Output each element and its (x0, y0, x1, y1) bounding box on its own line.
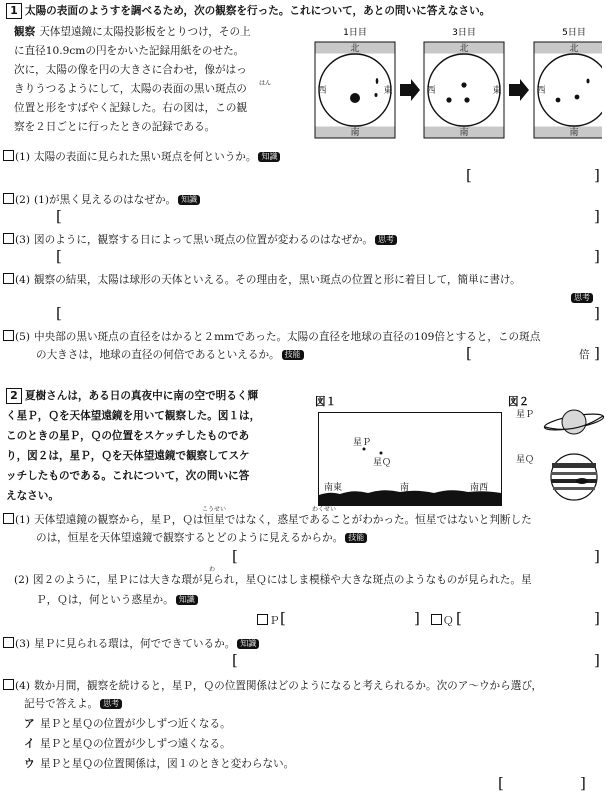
check-box[interactable] (3, 679, 14, 690)
svg-text:南: 南 (350, 128, 360, 138)
tag-thinking: 思考 (571, 293, 593, 303)
option-u: ウ 星Ｐと星Ｑの位置関係は，図１のときと変わらない。 (24, 758, 295, 770)
s2-question-1: (1) 天体望遠鏡の観察から，星Ｐ，Ｑは恒星ではなく，惑星であることがわかった。恒星ではないと判断した (3, 512, 606, 528)
check-box[interactable] (3, 637, 14, 648)
answer-field-s1-q3[interactable] (64, 249, 592, 267)
tag-thinking: 思考 (375, 235, 397, 245)
jupiter-icon (551, 454, 597, 500)
observation-text: 観察 天体望遠鏡に太陽投影板をとりつけ，その上 に直径10.9cmの円をかいた記録用紙をのせた。 次に，太陽の像を円の大きさに合わせ，像がはっ きりうつるようにして，太陽の表面の黒い斑点の 位置と形をすばやく記録した。右の図は，この観 察を２日ごとに行ったときの記録である。 (14, 26, 251, 133)
section-number: 2 (6, 388, 22, 404)
answer-bracket-open: [ (232, 651, 238, 669)
svg-text:東: 東 (492, 86, 502, 96)
sunspot (556, 98, 561, 103)
svg-text:西: 西 (536, 86, 546, 96)
answer-bracket-close: ] (594, 344, 600, 362)
check-box[interactable] (431, 614, 442, 625)
ruby-wakusei: わくせい (312, 506, 337, 513)
sunspot (464, 97, 469, 102)
tag-knowledge: 知識 (258, 152, 280, 162)
ruby-kousei: こうせい (202, 506, 227, 513)
answer-bracket-open: [ (56, 247, 62, 265)
answer-field-s2-q2-q[interactable] (464, 611, 592, 629)
sunspot-figure (312, 24, 602, 142)
answer-bracket-close: ] (594, 651, 600, 669)
answer-bracket-close: ] (414, 609, 420, 627)
svg-text:北: 北 (459, 44, 469, 54)
answer-q-label: Ｑ (431, 613, 454, 629)
answer-p-label: Ｐ (257, 613, 280, 629)
observation-label: 観察 (14, 26, 36, 38)
sun-day3 (428, 54, 500, 126)
s2-question-4: (4) 数か月間，観察を続けると，星Ｐ，Ｑの位置関係はどのようになると考えられるか。次のア〜ウから選び， (3, 678, 606, 694)
answer-bracket-open: [ (56, 304, 62, 322)
check-box[interactable] (3, 513, 14, 524)
ruby-han: はん (259, 80, 272, 87)
day5-label: 5日目 (562, 28, 586, 38)
check-box[interactable] (3, 193, 14, 204)
horizon-se: 南東 (324, 483, 343, 493)
arrow-right-icon (400, 79, 420, 101)
sunspot (376, 78, 379, 84)
sun-day5 (538, 54, 602, 126)
fig2-star-q-label: 星Ｑ (516, 455, 535, 465)
answer-bracket-open: [ (498, 774, 504, 792)
answer-bracket-close: ] (594, 304, 600, 322)
star-q-label: 星Ｑ (373, 458, 392, 468)
svg-text:南: 南 (569, 128, 579, 138)
answer-bracket-open: [ (56, 207, 62, 225)
tag-knowledge: 知識 (178, 195, 200, 205)
answer-field-s1-q4[interactable] (64, 306, 592, 324)
svg-text:北: 北 (569, 44, 579, 54)
answer-bracket-open: [ (232, 547, 238, 565)
option-a: ア 星Ｐと星Ｑの位置が少しずつ近くなる。 (24, 718, 231, 730)
sunspot (446, 97, 451, 102)
answer-bracket-close: ] (594, 247, 600, 265)
tag-skill: 技能 (345, 533, 367, 543)
sunspot (350, 93, 360, 103)
answer-field-s1-q1[interactable] (474, 168, 592, 186)
section2-heading: 2 夏樹さんは，ある日の真夜中に南の空で明るく輝 く星Ｐ，Ｑを天体望遠鏡を用いて観察した。図１は， このときの星Ｐ，Ｑの位置をスケッチしたものであ り，図２は，星Ｐ，Ｑを天体望遠鏡で観察してスケ ッチしたものである。これについて，次の問いに答 えなさい。 (6, 389, 261, 502)
unit-label: 倍 (579, 349, 590, 361)
star-p-label: 星Ｐ (353, 438, 372, 448)
svg-text:北: 北 (350, 44, 360, 54)
answer-bracket-close: ] (580, 774, 586, 792)
day1-label: 1日目 (343, 28, 367, 38)
option-i: イ 星Ｐと星Ｑの位置が少しずつ遠くなる。 (24, 738, 231, 750)
ruby-wa: わ (209, 566, 216, 573)
s1-question-4: (4) 観察の結果，太陽は球形の天体といえる。その理由を，黒い斑点の位置と形に着目して，簡単に書け。 (3, 272, 521, 288)
answer-bracket-open: [ (280, 609, 286, 627)
check-box[interactable] (3, 330, 14, 341)
answer-bracket-close: ] (594, 207, 600, 225)
answer-field-s1-q5[interactable] (474, 346, 574, 364)
horizon-sw: 南西 (470, 483, 489, 493)
sunspot (575, 95, 580, 100)
tag-skill: 技能 (282, 350, 304, 360)
answer-bracket-close: ] (594, 166, 600, 184)
figure-2 (514, 405, 606, 505)
day3-label: 3日目 (452, 28, 476, 38)
fig1-title: 図１ (315, 396, 337, 408)
tag-knowledge: 知識 (176, 595, 198, 605)
sunspot (587, 79, 590, 84)
saturn-icon (543, 410, 604, 434)
check-box[interactable] (3, 233, 14, 244)
svg-text:西: 西 (317, 86, 327, 96)
sunspot (375, 93, 378, 97)
s2-question-2: (2) 図２のように，星Ｐには大きな環が見られ，星Ｑにはしま模様や大きな斑点のようなものが見られた。星 (14, 574, 532, 586)
s2-question-3: (3) 星Ｐに見られる環は，何でできているか。 知識 (3, 636, 259, 652)
fig2-star-p-label: 星Ｐ (516, 410, 535, 420)
check-box[interactable] (257, 614, 268, 625)
sun-day1 (319, 54, 391, 126)
svg-text:西: 西 (426, 86, 436, 96)
check-box[interactable] (3, 273, 14, 284)
figure-1 (318, 412, 502, 506)
answer-bracket-close: ] (594, 609, 600, 627)
check-box[interactable] (3, 150, 14, 161)
answer-field-s2-q1[interactable] (240, 549, 592, 567)
section-number: 1 (6, 3, 22, 19)
s1-question-1: (1) 太陽の表面に見られた黒い斑点を何というか。 知識 (3, 149, 280, 165)
sunspot (461, 82, 466, 87)
tag-knowledge: 知識 (237, 639, 259, 649)
arrow-right-icon (509, 79, 529, 101)
tag-thinking: 思考 (100, 699, 122, 709)
answer-bracket-open: [ (456, 609, 462, 627)
section1-heading: 1 太陽の表面のようすを調べるため，次の観察を行った。これについて，あとの問いに答えなさい。 (6, 3, 606, 19)
star-q-point (380, 452, 383, 455)
fig2-title: 図２ (508, 396, 530, 408)
answer-bracket-close: ] (594, 547, 600, 565)
answer-field-s2-q4[interactable] (506, 776, 578, 794)
svg-text:東: 東 (383, 86, 393, 96)
s1-question-2: (2) (1)が黒く見えるのはなぜか。 知識 (3, 192, 200, 208)
answer-bracket-open: [ (466, 166, 472, 184)
answer-field-s2-q3[interactable] (240, 653, 592, 671)
answer-bracket-open: [ (466, 344, 472, 362)
answer-field-s2-q2-p[interactable] (288, 611, 412, 629)
horizon-s: 南 (400, 483, 410, 493)
s1-question-3: (3) 図のように，観察する日によって黒い斑点の位置が変わるのはなぜか。 思考 (3, 232, 397, 248)
answer-field-s1-q2[interactable] (64, 209, 592, 227)
svg-text:南: 南 (459, 128, 469, 138)
s1-question-5: (5) 中央部の黒い斑点の直径をはかると２mmであった。太陽の直径を地球の直径の109倍とすると，この斑点 (3, 329, 540, 345)
